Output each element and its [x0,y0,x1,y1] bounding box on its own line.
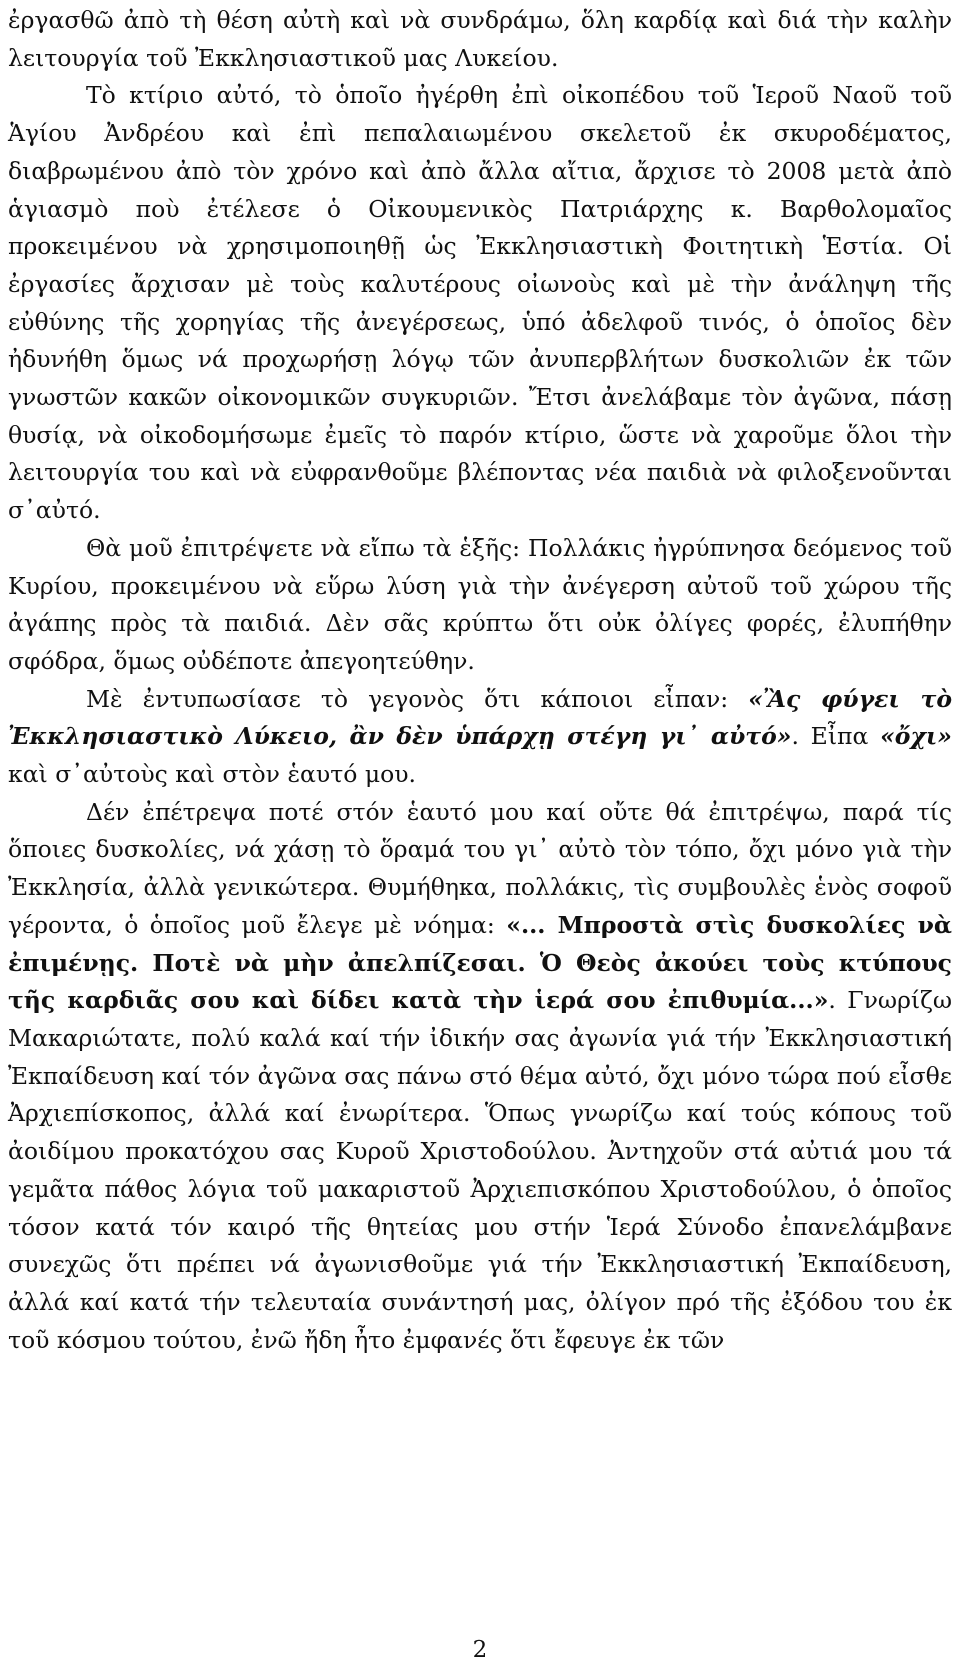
paragraph-5-post: . Γνωρίζω Μακαριώτατε, πολύ καλά καί τήν ἰδικήν σας ἀγωνία γιά τήν Ἐκκλησιαστική Ἐκπαίδευση καί τόν ἀγῶνα σας πάνω στό θέμα αὐτό, ὄχι μόνο τώρα πού εἶσθε Ἀρχιεπίσκοπος, ἀλλά καί ἐνωρίτερα. Ὅπως γνωρίζω καί τούς κόπους τοῦ ἀοιδίμου προκατόχου σας Κυροῦ Χριστοδούλου. Ἀντηχοῦν στά αὐτιά μου τά γεμᾶτα πάθος λόγια τοῦ μακαριστοῦ Ἀρχιεπισκόπου Χριστοδούλου, ὁ ὁποῖος τόσον κατά τόν καιρό τῆς θητείας μου στήν Ἱερά Σύνοδο ἐπανελάμβανε συνεχῶς ὅτι πρέπει νά ἀγωνισθοῦμε γιά τήν Ἐκκλησιαστική Ἐκπαίδευση, ἀλλά καί κατά τήν τελευταία συνάντησή μας, ὀλίγον πρό τῆς ἐξόδου του ἐκ τοῦ κόσμου τούτου, ἐνῶ ἤδη ἦτο ἐμφανές ὅτι ἔφευγε ἐκ τῶν [8,986,952,1354]
paragraph-1-text: ἐργασθῶ ἀπὸ τὴ θέση αὐτὴ καὶ νὰ συνδράμω, ὅλη καρδίᾳ καὶ διά τὴν καλὴν λειτουργία τοῦ Ἐκκλησιαστικοῦ μας Λυκείου. [8,6,952,72]
paragraph-4 [8,681,952,794]
paragraph-1 [8,2,952,77]
paragraph-4-answer: «ὄχι» [880,722,952,751]
paragraph-2-text: Τὸ κτίριο αὐτό, τὸ ὁποῖο ἠγέρθη ἐπὶ οἰκοπέδου τοῦ Ἱεροῦ Ναοῦ τοῦ Ἁγίου Ἀνδρέου καὶ ἐπὶ πεπαλαιωμένου σκελετοῦ ἐκ σκυροδέματος, διαβρωμένου ἀπὸ τὸν χρόνο καὶ ἀπὸ ἄλλα αἴτια, ἄρχισε τὸ 2008 μετὰ ἀπὸ ἁγιασμὸ ποὺ ἐτέλεσε ὁ Οἰκουμενικὸς Πατριάρχης κ. Βαρθολομαῖος προκειμένου νὰ χρησιμοποιηθῇ ὡς Ἐκκλησιαστικὴ Φοιτητικὴ Ἑστία. Οἱ ἐργασίες ἄρχισαν μὲ τοὺς καλυτέρους οἰωνοὺς καὶ μὲ τὴν ἀνάληψη τῆς εὐθύνης τῆς χορηγίας τῆς ἀνεγέρσεως, ὑπό ἀδελφοῦ τινός, ὁ ὁποῖος δὲν ἠδυνήθη ὅμως νά προχωρήσῃ λόγῳ τῶν ἀνυπερβλήτων δυσκολιῶν ἐκ τῶν γνωστῶν κακῶν οἰκονομικῶν συγκυριῶν. Ἔτσι ἀνελάβαμε τὸν ἀγῶνα, πάσῃ θυσίᾳ, νὰ οἰκοδομήσωμε ἐμεῖς τὸ παρόν κτίριο, ὥστε νὰ χαροῦμε ὅλοι τὴν λειτουργία του καὶ νὰ εὐφρανθοῦμε βλέποντας νέα παιδιὰ νὰ φιλοξενοῦνται σ᾽αὐτό. [8,81,952,525]
page-number: 2 [472,1637,488,1663]
paragraph-5 [8,794,952,1360]
paragraph-3-text: Θὰ μοῦ ἐπιτρέψετε νὰ εἴπω τὰ ἑξῆς: Πολλάκις ἠγρύπνησα δεόμενος τοῦ Κυρίου, προκειμένου νὰ εὕρω λύση γιὰ τὴν ἀνέγερση αὐτοῦ τοῦ χώρου τῆς ἀγάπης πρὸς τὰ παιδιά. Δὲν σᾶς κρύπτω ὅτι οὐκ ὀλίγες φορές, ἐλυπήθην σφόδρα, ὅμως οὐδέποτε ἀπεγοητεύθην. [8,533,952,675]
paragraph-4-pre: Μὲ ἐντυπωσίασε τὸ γεγονὸς ὅτι κάποιοι εἶπαν: [86,684,749,713]
paragraph-2 [8,77,952,529]
paragraph-4-quote: «Ἂς φύγει τὸ Ἐκκλησιαστικὸ Λύκειο, ἂν δὲν ὑπάρχῃ στέγη γι᾽ αὐτό» [8,684,952,751]
document-page [8,2,952,1359]
paragraph-5-pre: Δέν ἐπέτρεψα ποτέ στόν ἑαυτό μου καί οὔτε θά ἐπιτρέψω, παρά τίς ὅποιες δυσκολίες, νά χάσῃ τὸ ὅραμά του γι᾽ αὐτὸ τὸν τόπο, ὄχι μόνο γιὰ τὴν Ἐκκλησία, ἀλλὰ γενικώτερα. Θυμήθηκα, πολλάκις, τὶς συμβουλὲς ἑνὸς σοφοῦ γέροντα, ὁ ὁποῖος μοῦ ἔλεγε μὲ νόημα: [8,797,952,939]
paragraph-4-post: καὶ σ᾽αὐτοὺς καὶ στὸν ἑαυτό μου. [8,760,417,789]
paragraph-3 [8,530,952,681]
paragraph-4-mid: . Εἶπα [791,722,881,751]
paragraph-5-quote: «... Μπροστὰ στὶς δυσκολίες νὰ ἐπιμένῃς. Ποτὲ νὰ μὴν ἀπελπίζεσαι. Ὁ Θεὸς ἀκούει τοὺς κτύπους τῆς καρδιᾶς σου καὶ δίδει κατὰ τὴν ἱερά σου ἐπιθυμία...» [8,910,952,1015]
